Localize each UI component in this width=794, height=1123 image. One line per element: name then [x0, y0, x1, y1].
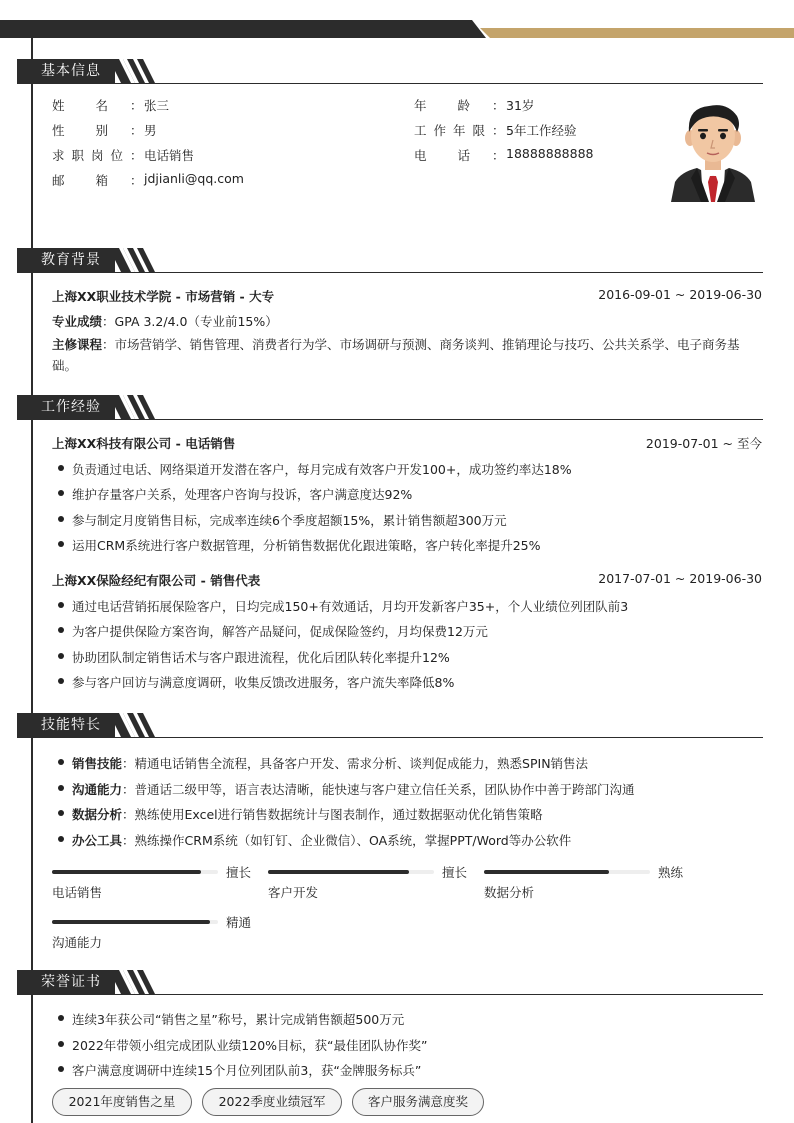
section-rule [17, 994, 763, 995]
years-value: 5年工作经验 [506, 123, 577, 138]
label-char: 邮 [52, 173, 65, 188]
left-timeline-line [31, 38, 33, 1123]
section-title: 技能特长 [17, 713, 115, 737]
skill-item [72, 780, 635, 798]
gender-value: 男 [144, 123, 157, 138]
bullet-dot [58, 785, 64, 791]
section-stripes-icon [109, 248, 157, 272]
list-item: 协助团队制定销售话术与客户跟进流程，优化后团队转化率提升12% [72, 650, 450, 665]
job-heading [52, 571, 260, 589]
colon: ： [122, 807, 135, 822]
phone-value: 18888888888 [506, 146, 594, 161]
label-char: 年 [414, 98, 427, 113]
list-item: 通过电话营销拓展保险客户，日均完成150+有效通话，月均开发新客户35+，个人业绩位列团队前3 [72, 599, 629, 614]
bullet-dot [58, 678, 64, 684]
label-char: 姓 [52, 98, 65, 113]
skill-bar-fill [52, 920, 210, 924]
age-value: 31岁 [506, 98, 535, 113]
skill-label: 销售技能 [72, 756, 123, 771]
colon: ： [102, 314, 115, 329]
job-dates: 2017-07-01 ~ 2019-06-30 [598, 571, 762, 586]
bullet-dot [58, 759, 64, 765]
colon: ： [122, 756, 135, 771]
skill-level: 熟练 [658, 865, 684, 880]
list-item: 客户满意度调研中连续15个月位列团队前3，获“金牌服务标兵” [72, 1063, 422, 1078]
label-char: 位 [110, 148, 123, 163]
job-heading [52, 434, 235, 452]
skill-text: 精通电话销售全流程，具备客户开发、需求分析、谈判促成能力，熟悉SPIN销售法 [134, 756, 589, 771]
gpa-label: 专业成绩 [52, 314, 103, 329]
label-char: 职 [71, 148, 84, 163]
info-age [414, 96, 534, 114]
skill-level: 精通 [226, 915, 252, 930]
colon: ： [492, 123, 505, 138]
label-char: 别 [95, 123, 108, 138]
bullet-dot [58, 1066, 64, 1072]
job-dates: 2019-07-01 ~ 至今 [645, 436, 762, 451]
list-item: 负责通过电话、网络渠道开发潜在客户，每月完成有效客户开发100+，成功签约率达18% [72, 462, 572, 477]
education-gpa [52, 312, 278, 330]
top-banner [0, 0, 794, 40]
skill-bar-track [52, 920, 218, 924]
company-name: 上海XX保险经纪有限公司 [52, 573, 197, 588]
bullet-dot [58, 516, 64, 522]
banner-dark-stripe [0, 20, 486, 38]
email-value[interactable]: jdjianli@qq.com [144, 171, 244, 186]
skill-bar [484, 865, 684, 905]
bullet-dot [58, 1015, 64, 1021]
skill-item [72, 831, 571, 849]
skill-level: 擅长 [226, 865, 252, 880]
bullet-dot [58, 602, 64, 608]
colon: ： [122, 833, 135, 848]
colon: ： [130, 98, 143, 113]
colon: ： [130, 148, 143, 163]
award-chip: 2022季度业绩冠军 [202, 1088, 342, 1116]
section-header-education [17, 248, 763, 274]
section-stripes-icon [109, 713, 157, 737]
info-job [52, 146, 194, 164]
list-item: 维护存量客户关系，处理客户咨询与投诉，客户满意度达92% [72, 487, 413, 502]
skill-bar-track [268, 870, 434, 874]
separator: - [171, 289, 186, 304]
section-header-skills [17, 713, 763, 739]
bullet-dot [58, 653, 64, 659]
bullet-dot [58, 836, 64, 842]
label-char: 龄 [457, 98, 470, 113]
section-rule [17, 272, 763, 273]
skill-name: 数据分析 [484, 885, 535, 900]
label-char: 作 [433, 123, 446, 138]
job-value: 电话销售 [144, 148, 195, 163]
colon: ： [102, 337, 115, 352]
section-header-work [17, 395, 763, 421]
education-heading [52, 287, 274, 305]
list-item: 参与制定月度销售目标，完成率连续6个季度超额15%，累计销售额超300万元 [72, 513, 507, 528]
bullet-dot [58, 541, 64, 547]
label-char: 性 [52, 123, 65, 138]
label-char: 求 [52, 148, 65, 163]
colon: ： [492, 98, 505, 113]
list-item: 参与客户回访与满意度调研，收集反馈改进服务，客户流失率降低8% [72, 675, 455, 690]
label-char: 岗 [90, 148, 104, 163]
name-value: 张三 [144, 98, 170, 113]
banner-gold-stripe [480, 28, 794, 38]
label-char: 话 [457, 148, 470, 163]
award-chip: 2021年度销售之星 [52, 1088, 192, 1116]
info-email [52, 171, 244, 189]
separator: - [235, 289, 250, 304]
degree: 大专 [249, 289, 275, 304]
label-char: 名 [95, 98, 108, 113]
job-title: 销售代表 [210, 573, 261, 588]
skill-item [72, 805, 543, 823]
label-char: 限 [472, 123, 485, 138]
job-title: 电话销售 [185, 436, 236, 451]
skill-bar-fill [268, 870, 409, 874]
section-rule [17, 419, 763, 420]
colon: ： [122, 782, 135, 797]
label-char: 年 [452, 123, 466, 138]
section-rule [17, 83, 763, 84]
list-item: 2022年带领小组完成团队业绩120%目标，获“最佳团队协作奖” [72, 1038, 428, 1053]
colon: ： [130, 123, 143, 138]
skill-bar [52, 865, 252, 905]
education-dates: 2016-09-01 ~ 2019-06-30 [598, 287, 762, 302]
separator: - [171, 436, 186, 451]
skill-level: 擅长 [442, 865, 468, 880]
label-char: 电 [414, 148, 427, 163]
skill-bar [268, 865, 468, 905]
avatar [665, 98, 761, 202]
skill-name: 沟通能力 [52, 935, 103, 950]
section-title: 荣誉证书 [17, 970, 115, 994]
skill-text: 熟练操作CRM系统（如钉钉、企业微信）、OA系统，掌握PPT/Word等办公软件 [134, 833, 572, 848]
company-name: 上海XX科技有限公司 [52, 436, 172, 451]
section-stripes-icon [109, 395, 157, 419]
bullet-dot [58, 465, 64, 471]
bullet-dot [58, 1041, 64, 1047]
info-name [52, 96, 169, 114]
section-stripes-icon [109, 59, 157, 83]
colon: ： [492, 148, 505, 163]
list-item: 运用CRM系统进行客户数据管理，分析销售数据优化跟进策略，客户转化率提升25% [72, 538, 541, 553]
award-chip: 客户服务满意度奖 [352, 1088, 484, 1116]
courses-label: 主修课程 [52, 337, 103, 352]
bullet-dot [58, 810, 64, 816]
section-title: 工作经验 [17, 395, 115, 419]
info-years [414, 121, 576, 139]
info-gender [52, 121, 157, 139]
courses-value: 市场营销学、销售管理、消费者行为学、市场调研与预测、商务谈判、推销理论与技巧、公共关系学、电子商务基 [114, 337, 740, 352]
skill-text: 熟练使用Excel进行销售数据统计与图表制作，通过数据驱动优化销售策略 [134, 807, 543, 822]
major: 市场营销 [185, 289, 236, 304]
section-title: 基本信息 [17, 59, 115, 83]
skill-bar [52, 915, 252, 955]
education-courses [52, 335, 740, 353]
skill-bar-fill [484, 870, 609, 874]
school-name: 上海XX职业技术学院 [52, 289, 172, 304]
separator: - [196, 573, 211, 588]
section-header-basic [17, 59, 763, 85]
colon: ： [130, 173, 143, 188]
skill-label: 数据分析 [72, 807, 123, 822]
skill-label: 办公工具 [72, 833, 123, 848]
skill-bar-fill [52, 870, 201, 874]
skill-name: 客户开发 [268, 885, 319, 900]
skill-label: 沟通能力 [72, 782, 123, 797]
label-char: 工 [414, 123, 427, 138]
info-phone [414, 146, 593, 164]
list-item: 为客户提供保险方案咨询，解答产品疑问，促成保险签约，月均保费12万元 [72, 624, 488, 639]
section-title: 教育背景 [17, 248, 115, 272]
bullet-dot [58, 490, 64, 496]
label-char: 箱 [95, 173, 108, 188]
gpa-value: GPA 3.2/4.0（专业前15%） [114, 314, 278, 329]
skill-text: 普通话二级甲等，语言表达清晰，能快速与客户建立信任关系，团队协作中善于跨部门沟通 [134, 782, 635, 797]
skill-name: 电话销售 [52, 885, 103, 900]
section-header-honors [17, 970, 763, 996]
skill-item [72, 754, 588, 772]
education-courses-cont: 础。 [52, 358, 78, 373]
list-item: 连续3年获公司“销售之星”称号，累计完成销售额超500万元 [72, 1012, 405, 1027]
skill-bar-track [484, 870, 650, 874]
section-rule [17, 737, 763, 738]
section-stripes-icon [109, 970, 157, 994]
bullet-dot [58, 627, 64, 633]
skill-bar-track [52, 870, 218, 874]
